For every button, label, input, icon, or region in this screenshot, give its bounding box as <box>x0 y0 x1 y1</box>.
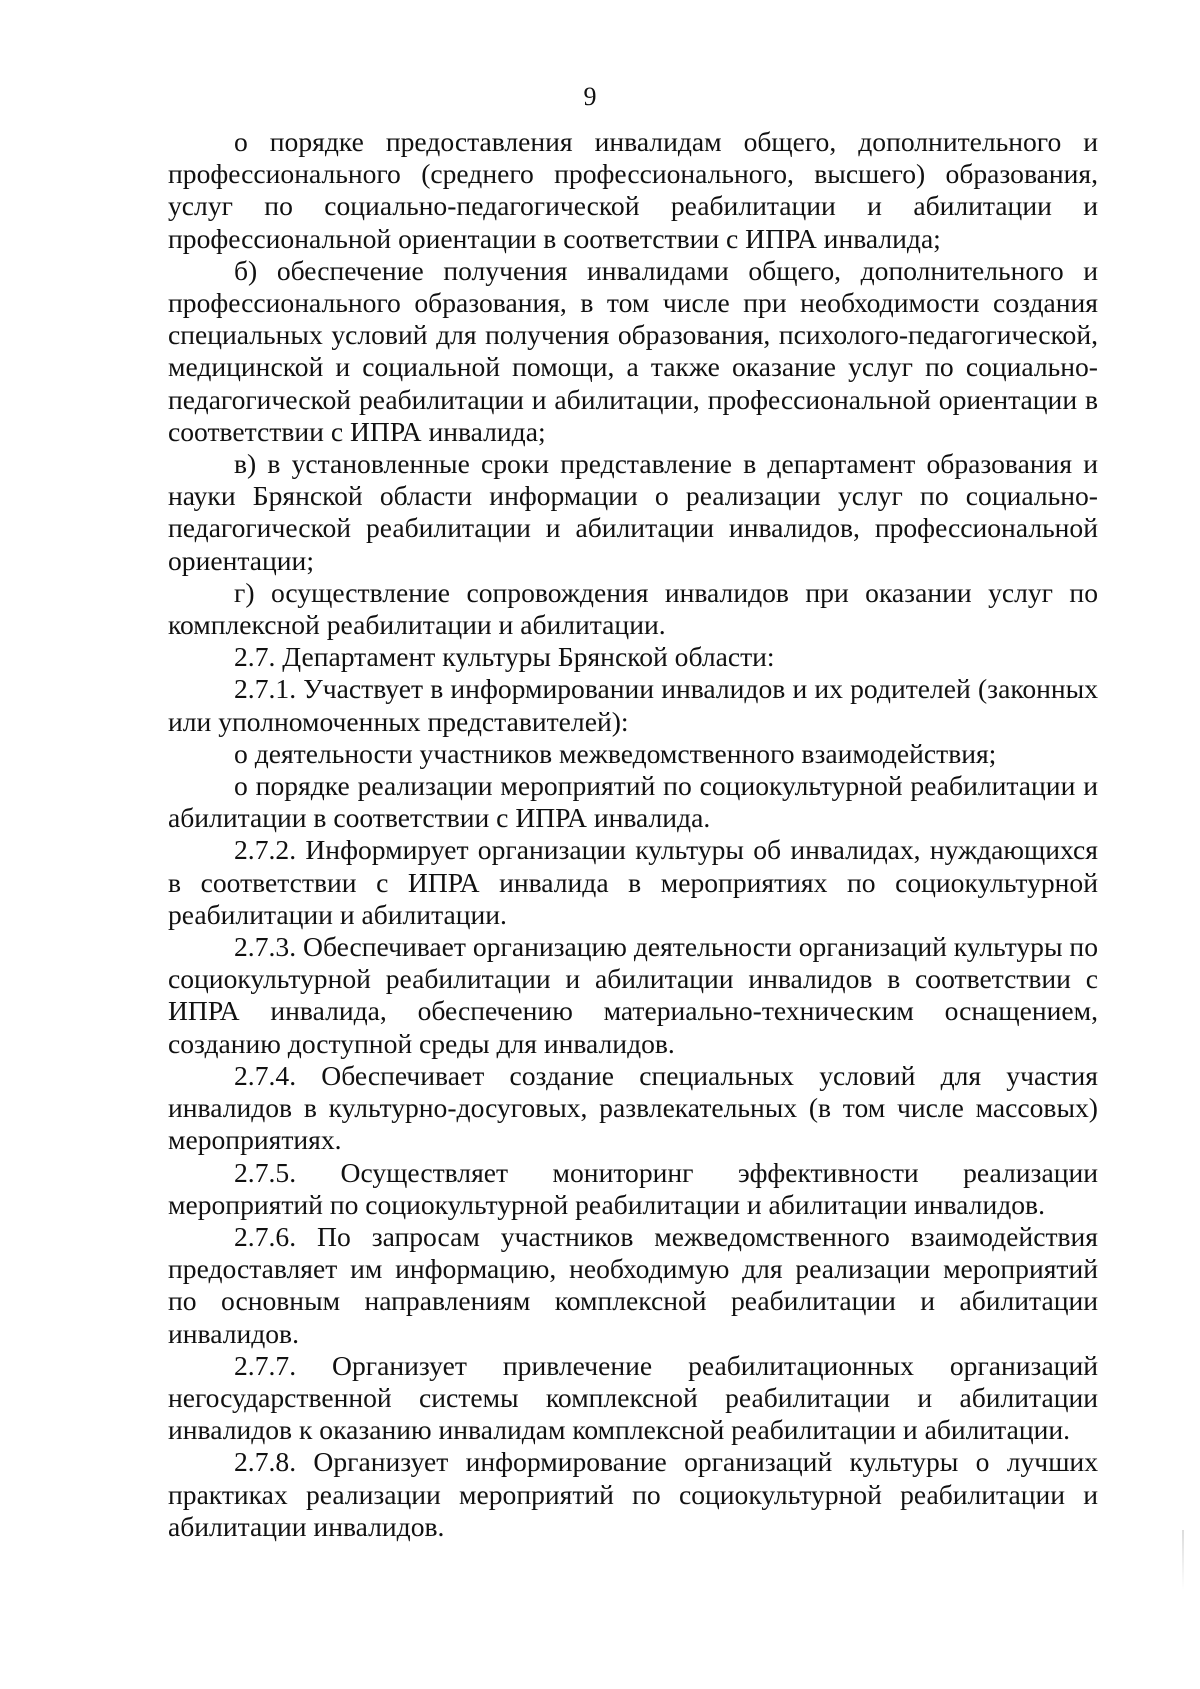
paragraph-item-b: б) обеспечение получения инвалидами общего, дополнительного и профессионального образования, в том числе при необходимости создания специальных условий для получения образования, психолого-педагогической, медицинской и социальной помощи, а также оказание услуг по социально-педагогической реабилитации и абилитации, профессиональной ориентации в соответствии с ИПРА инвалида; <box>168 254 1098 447</box>
paragraph-item-g: г) осуществление сопровождения инвалидов при оказании услуг по комплексной реабилитации и абилитации. <box>168 576 1098 641</box>
scan-edge-mark <box>1182 1530 1184 1590</box>
paragraph-o-poryadke-realizatsii: о порядке реализации мероприятий по социокультурной реабилитации и абилитации в соответствии с ИПРА инвалида. <box>168 770 1098 834</box>
paragraph-2-7-4: 2.7.4. Обеспечивает создание специальных условий для участия инвалидов в культурно-досуговых, развлекательных (в том числе массовых) мероприятиях. <box>168 1059 1098 1156</box>
paragraph-2-7-1: 2.7.1. Участвует в информировании инвалидов и их родителей (законных или уполномоченных представителей): <box>168 673 1098 737</box>
paragraph-o-poryadke-predostavleniya: о порядке предоставления инвалидам общего, дополнительного и профессионального (среднего профессионального, высшего) образования, услуг по социально-педагогической реабилитации и абилитации и профессиональной ориентации в соответствии с ИПРА инвалида; <box>168 126 1098 254</box>
paragraph-2-7-7: 2.7.7. Организует привлечение реабилитационных организаций негосударственной системы комплексной реабилитации и абилитации инвалидов к оказанию инвалидам комплексной реабилитации и абилитации. <box>168 1349 1098 1446</box>
paragraph-item-v: в) в установленные сроки представление в департамент образования и науки Брянской области информации о реализации услуг по социально-педагогической реабилитации и абилитации инвалидов, профессиональной ориентации; <box>168 448 1098 576</box>
paragraph-2-7-6: 2.7.6. По запросам участников межведомственного взаимодействия предоставляет им информацию, необходимую для реализации мероприятий по основным направлениям комплексной реабилитации и абилитации инвалидов. <box>168 1220 1098 1349</box>
paragraph-2-7-8: 2.7.8. Организует информирование организаций культуры о лучших практиках реализации мероприятий по социокультурной реабилитации и абилитации инвалидов. <box>168 1446 1098 1542</box>
section-heading-2-7: 2.7. Департамент культуры Брянской области: <box>234 641 775 673</box>
page-number: 9 <box>583 82 597 111</box>
paragraph-2-7-5: 2.7.5. Осуществляет мониторинг эффективности реализации мероприятий по социокультурной реабилитации и абилитации инвалидов. <box>168 1156 1098 1220</box>
paragraph-2-7-2: 2.7.2. Информирует организации культуры об инвалидах, нуждающихся в соответствии с ИПРА инвалида в мероприятиях по социокультурной реабилитации и абилитации. <box>168 834 1098 930</box>
paragraph-o-deyatelnosti: о деятельности участников межведомственного взаимодействия; <box>234 737 997 769</box>
document-body <box>168 126 1098 1543</box>
paragraph-2-7-3: 2.7.3. Обеспечивает организацию деятельности организаций культуры по социокультурной реабилитации и абилитации инвалидов в соответствии с ИПРА инвалида, обеспечению материально-техническим оснащением, созданию доступной среды для инвалидов. <box>168 931 1098 1059</box>
